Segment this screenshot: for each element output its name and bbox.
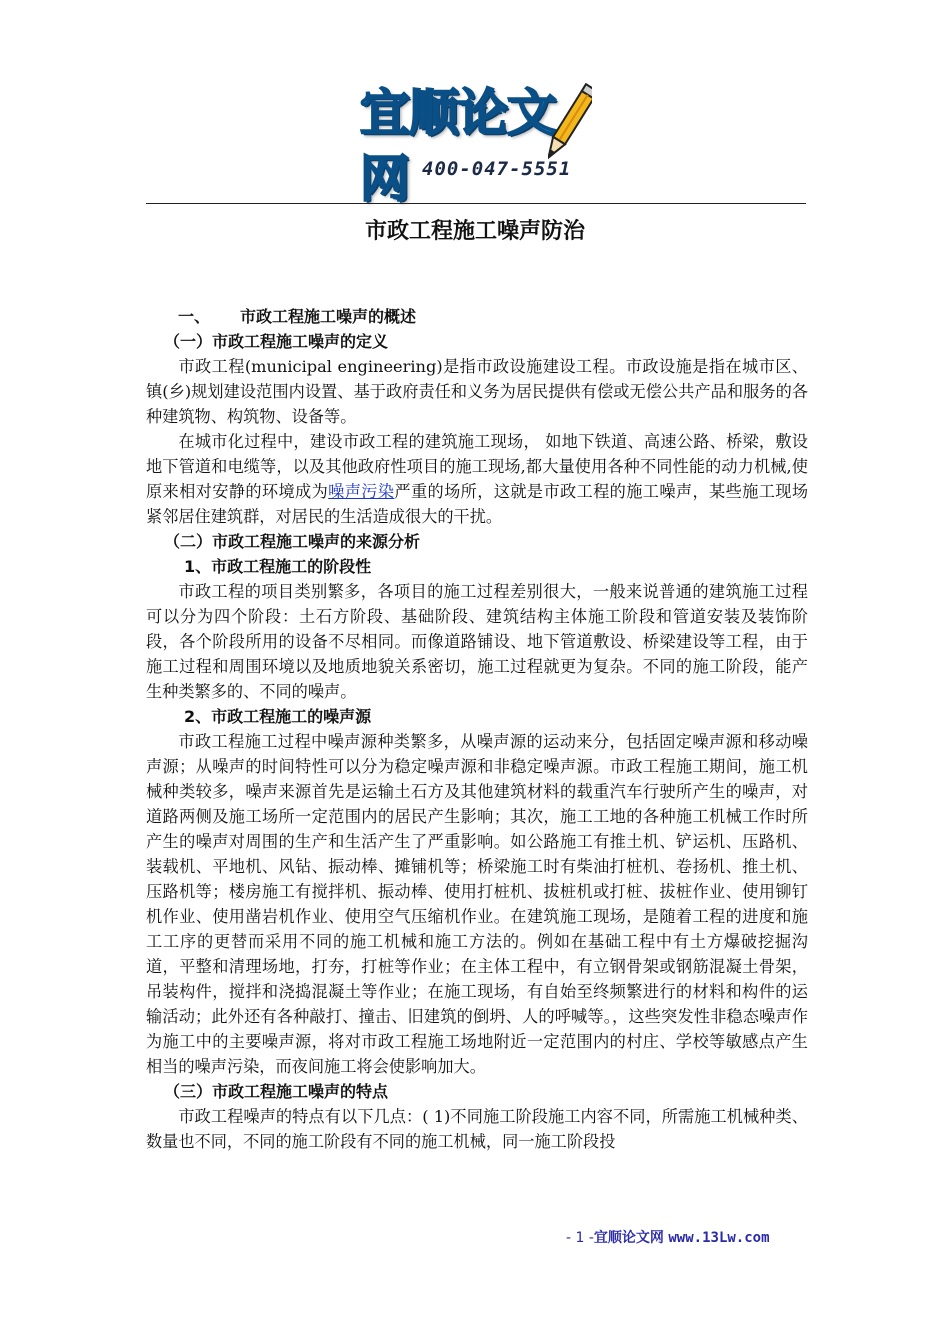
footer-site-name: 宜顺论文网 (593, 1230, 664, 1246)
logo-brand-text: 宜顺论文网 (360, 84, 556, 208)
document-title: 市政工程施工噪声防治 (364, 219, 585, 244)
noise-pollution-link[interactable]: 噪声污染 (328, 482, 395, 501)
pencil-icon (548, 80, 592, 170)
section-number: 一、 (178, 307, 211, 326)
subsection-heading-characteristics: （三）市政工程施工噪声的特点 (164, 1082, 389, 1101)
paragraph-noise-sources: 市政工程施工过程中噪声源种类繁多，从噪声源的运动来分，包括固定噪声源和移动噪声源；从噪声的时间特性可以分为稳定噪声源和非稳定噪声源。市政工程施工期间，施工机械种类较多，噪声来源首先是运输土石方及其他建筑材料的载重汽车行驶所产生的噪声，对道路两侧及施工场所一定范围内的居民产生影响；其次，施工工地的各种施工机械工作时所产生的噪声对周围的生产和生活产生了严重影响。如公路施工有推土机、铲运机、压路机、装载机、平地机、风钻、振动棒、摊铺机等；桥梁施工时有柴油打桩机、卷扬机、推土机、压路机等；楼房施工有搅拌机、振动棒、使用打桩机、拔桩机或打桩、拔桩作业、使用铆钉机作业、使用凿岩机作业、使用空气压缩机作业。在建筑施工现场，是随着工程的进度和施工工序的更替而采用不同的施工机械和施工方法的。例如在基础工程中有土方爆破挖掘沟道，平整和清理场地，打夯，打桩等作业；在主体工程中，有立钢骨架或钢筋混凝土骨架，吊装构件，搅拌和浇捣混凝土等作业；在施工现场，有自始至终频繁进行的材料和构件的运输活动；此外还有各种敲打、撞击、旧建筑的倒坍、人的呼喊等。，这些突发性非稳态噪声作为施工中的主要噪声源，将对市政工程施工场地附近一定范围内的村庄、学校等敏感点产生相当的噪声污染，而夜间施工将会使影响加大。 (146, 732, 808, 1076)
header-divider (146, 203, 806, 204)
item-heading-stages: 1、市政工程施工的阶段性 (184, 557, 372, 576)
paragraph-stages: 市政工程的项目类别繁多，各项目的施工过程差别很大，一般来说普通的建筑施工过程可以分为四个阶段：土石方阶段、基础阶段、建筑结构主体施工阶段和管道安装及装饰阶段，各个阶段所用的设备不尽相同。而像道路铺设、地下管道敷设、桥梁建设等工程，由于施工过程和周围环境以及地质地貌关系密切，施工过程就更为复杂。不同的施工阶段，能产生种类繁多的、不同的噪声。 (146, 582, 808, 701)
subsection-heading-sources: （二）市政工程施工噪声的来源分析 (164, 532, 421, 551)
paragraph-characteristics: 市政工程噪声的特点有以下几点：( 1)不同施工阶段施工内容不同，所需施工机械种类、数量也不同，不同的施工阶段有不同的施工机械，同一施工阶段投 (146, 1107, 808, 1151)
section-title: 市政工程施工噪声的概述 (240, 307, 417, 326)
paragraph-definition: 市政工程(municipal engineering)是指市政设施建设工程。市政设施是指在城市区、镇(乡)规划建设范围内设置、基于政府责任和义务为居民提供有偿或无偿公共产品和服务的各种建筑物、构筑物、设备等。 (146, 357, 808, 426)
paragraph-text: 严重的场所，这就是市政工程的施工噪声，某些施工现场紧邻居住建筑群，对居民的生活造成很大的干扰。 (146, 482, 809, 526)
paragraph-urbanization (146, 429, 808, 529)
paragraph-text: 在城市化过程中，建设市政工程的建筑施工现场， 如地下铁道、高速公路、桥梁，敷设地下管道和电缆等，以及其他政府性项目的施工现场,都大量使用各种不同性能的动力机械,使原来相对安静的环境成为 (146, 432, 808, 501)
subsection-heading-definition: （一）市政工程施工噪声的定义 (164, 332, 389, 351)
document-body (146, 304, 808, 1154)
item-heading-noise-sources: 2、市政工程施工的噪声源 (184, 707, 372, 726)
section-heading-1 (146, 304, 808, 329)
page-footer (566, 1228, 770, 1248)
page-number: - 1 - (566, 1230, 594, 1246)
site-logo (358, 76, 590, 208)
logo-phone-number: 400-047-5551 (422, 158, 572, 180)
footer-site-url[interactable]: www.13Lw.com (668, 1230, 770, 1246)
